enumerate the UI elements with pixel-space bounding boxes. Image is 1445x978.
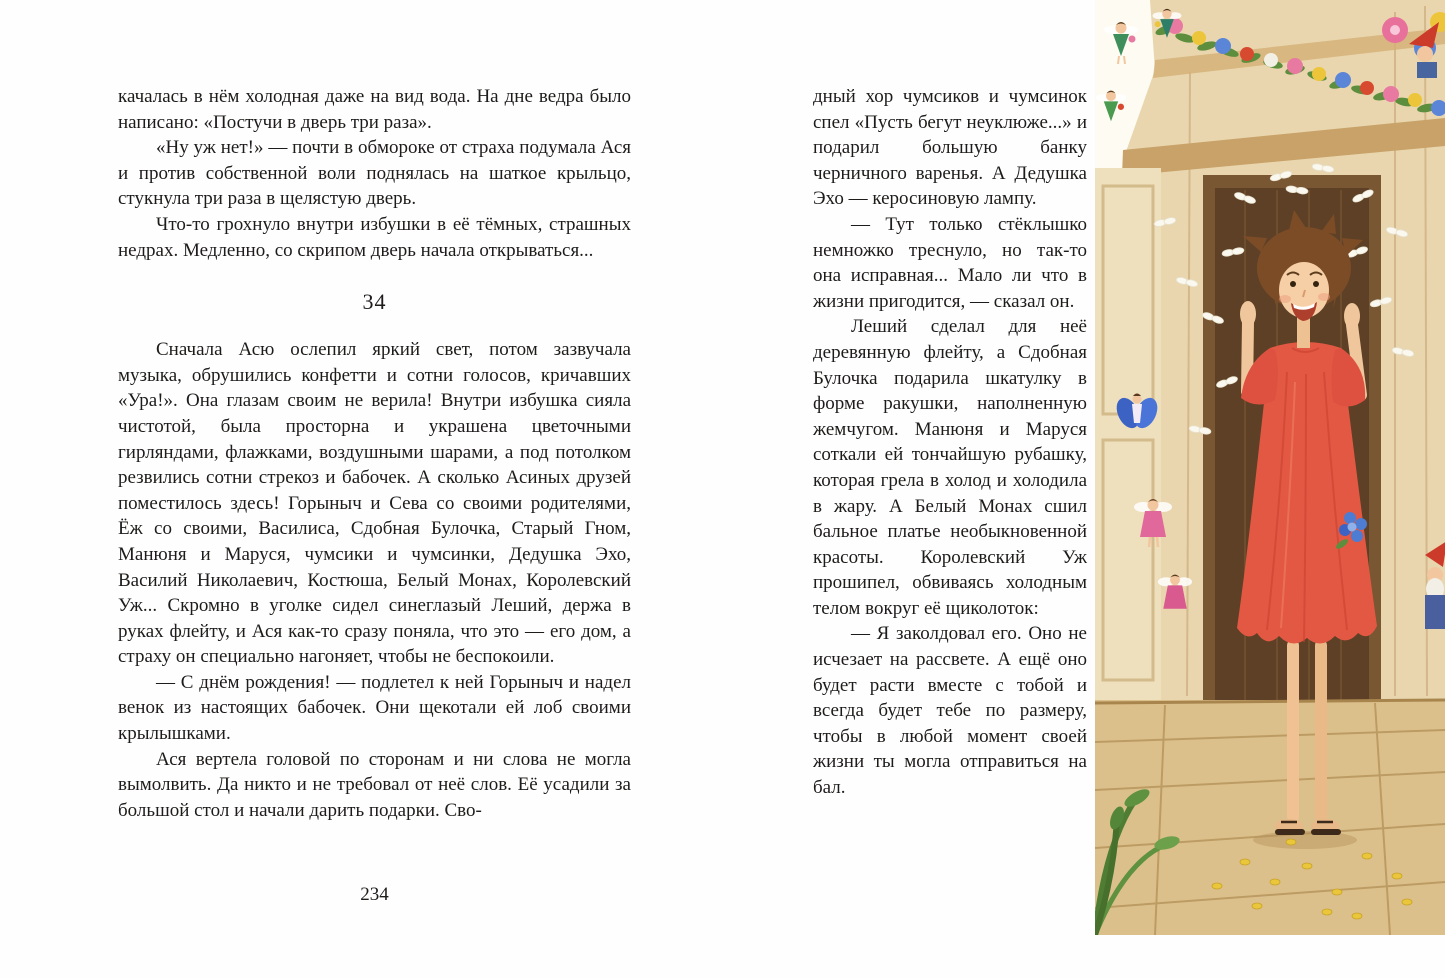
paragraph: — Я заколдовал его. Оно не исчезает на рассвете. А ещё оно будет расти вместе с тобой и всегда будет тебе по размеру, чтобы в любой момент своей жизни ты могла отправиться на бал. [813,623,1087,799]
paragraph: — Тут только стёклышко немножко треснуло, но так-то она исправная... Мало ли что в жизни пригодится, — сказал он. [813,213,1087,312]
paragraph: дный хор чумсиков и чумсинок спел «Пусть бегут неуклюже...» и подарил большую банку черничного варенья. А Дедушка Эхо — керосиновую лампу. [813,86,1087,210]
girl-dress [1237,342,1377,644]
paragraph: «Ну уж нет!» — почти в обмороке от страха подумала Ася и против собственной воли поднялась на шаткое крыльцо, стукнула три раза в щелястую дверь. [118,137,631,210]
left-door-panel [1095,168,1161,708]
paragraph: — С днём рождения! — подлетел к ней Горыныч и надел венок из настоящих бабочек. Они щекотали ей лоб своими крылышками. [118,671,631,745]
paragraph: Леший сделал для неё деревянную флейту, а Сдобная Булочка подарила шкатулку в форме ракушки, наполненную жемчугом. Манюня и Маруся соткали ей тончайшую рубашку, которая грела в холод и холодила в жару. А Белый Монах сшил бальное платье необыкновенной красоты. Королевский Уж прошипел, обвиваясь холодным телом вокруг её щиколоток: [813,316,1087,619]
paragraph: Ася вертела головой по сторонам и ни слова не могла вымолвить. Да никто и не требовал от неё слов. Её усадили за большой стол и начали дарить подарки. Сво- [118,748,631,821]
paragraph: Сначала Асю ослепил яркий свет, потом зазвучала музыка, обрушились конфетти и сотни голосов, кричавших «Ура!». Она глазам своим не верила! Внутри избушка сияла чистотой, была просторна и украшена цветочными гирляндами, флажками, воздушными шарами, а под потолком резвились сотни стрекоз и бабочек. А сколько Асиных друзей поместилось здесь! Горыныч и Сева со своими родителями, Ёж со своими, Василиса, Сдобная Булочка, Старый Гном, Манюня и Маруся, чумсики и чумсинки, Дедушка Эхо, Василий Николаевич, Костюша, Белый Монах, Королевский Уж... Скромно в уголке сидел синеглазый Леший, держа в руках флейту, и Ася как-то сразу поняла, что это — его дом, а страху он специально нагоняет, чтобы не беспокоили. [118,339,631,668]
wooden-floor [1095,700,1445,935]
illustration-girl-in-red-dress [1095,0,1445,935]
paragraph: Что-то грохнуло внутри избушки в её тёмных, страшных недрах. Медленно, со скрипом дверь начала открываться... [118,213,631,261]
page-number: 234 [360,884,389,905]
left-paragraphs-bottom [118,337,631,823]
gnome-right-edge [1425,541,1445,629]
girl-shadow [1253,831,1357,849]
left-paragraphs-top [118,84,631,263]
right-paragraphs [813,84,1087,801]
right-page [813,84,1087,801]
chapter-number-heading: 34 [362,289,387,315]
left-page [118,84,631,823]
paragraph: качалась в нём холодная даже на вид вода. На дне ведра было написано: «Постучи в дверь три раза». [118,86,631,133]
